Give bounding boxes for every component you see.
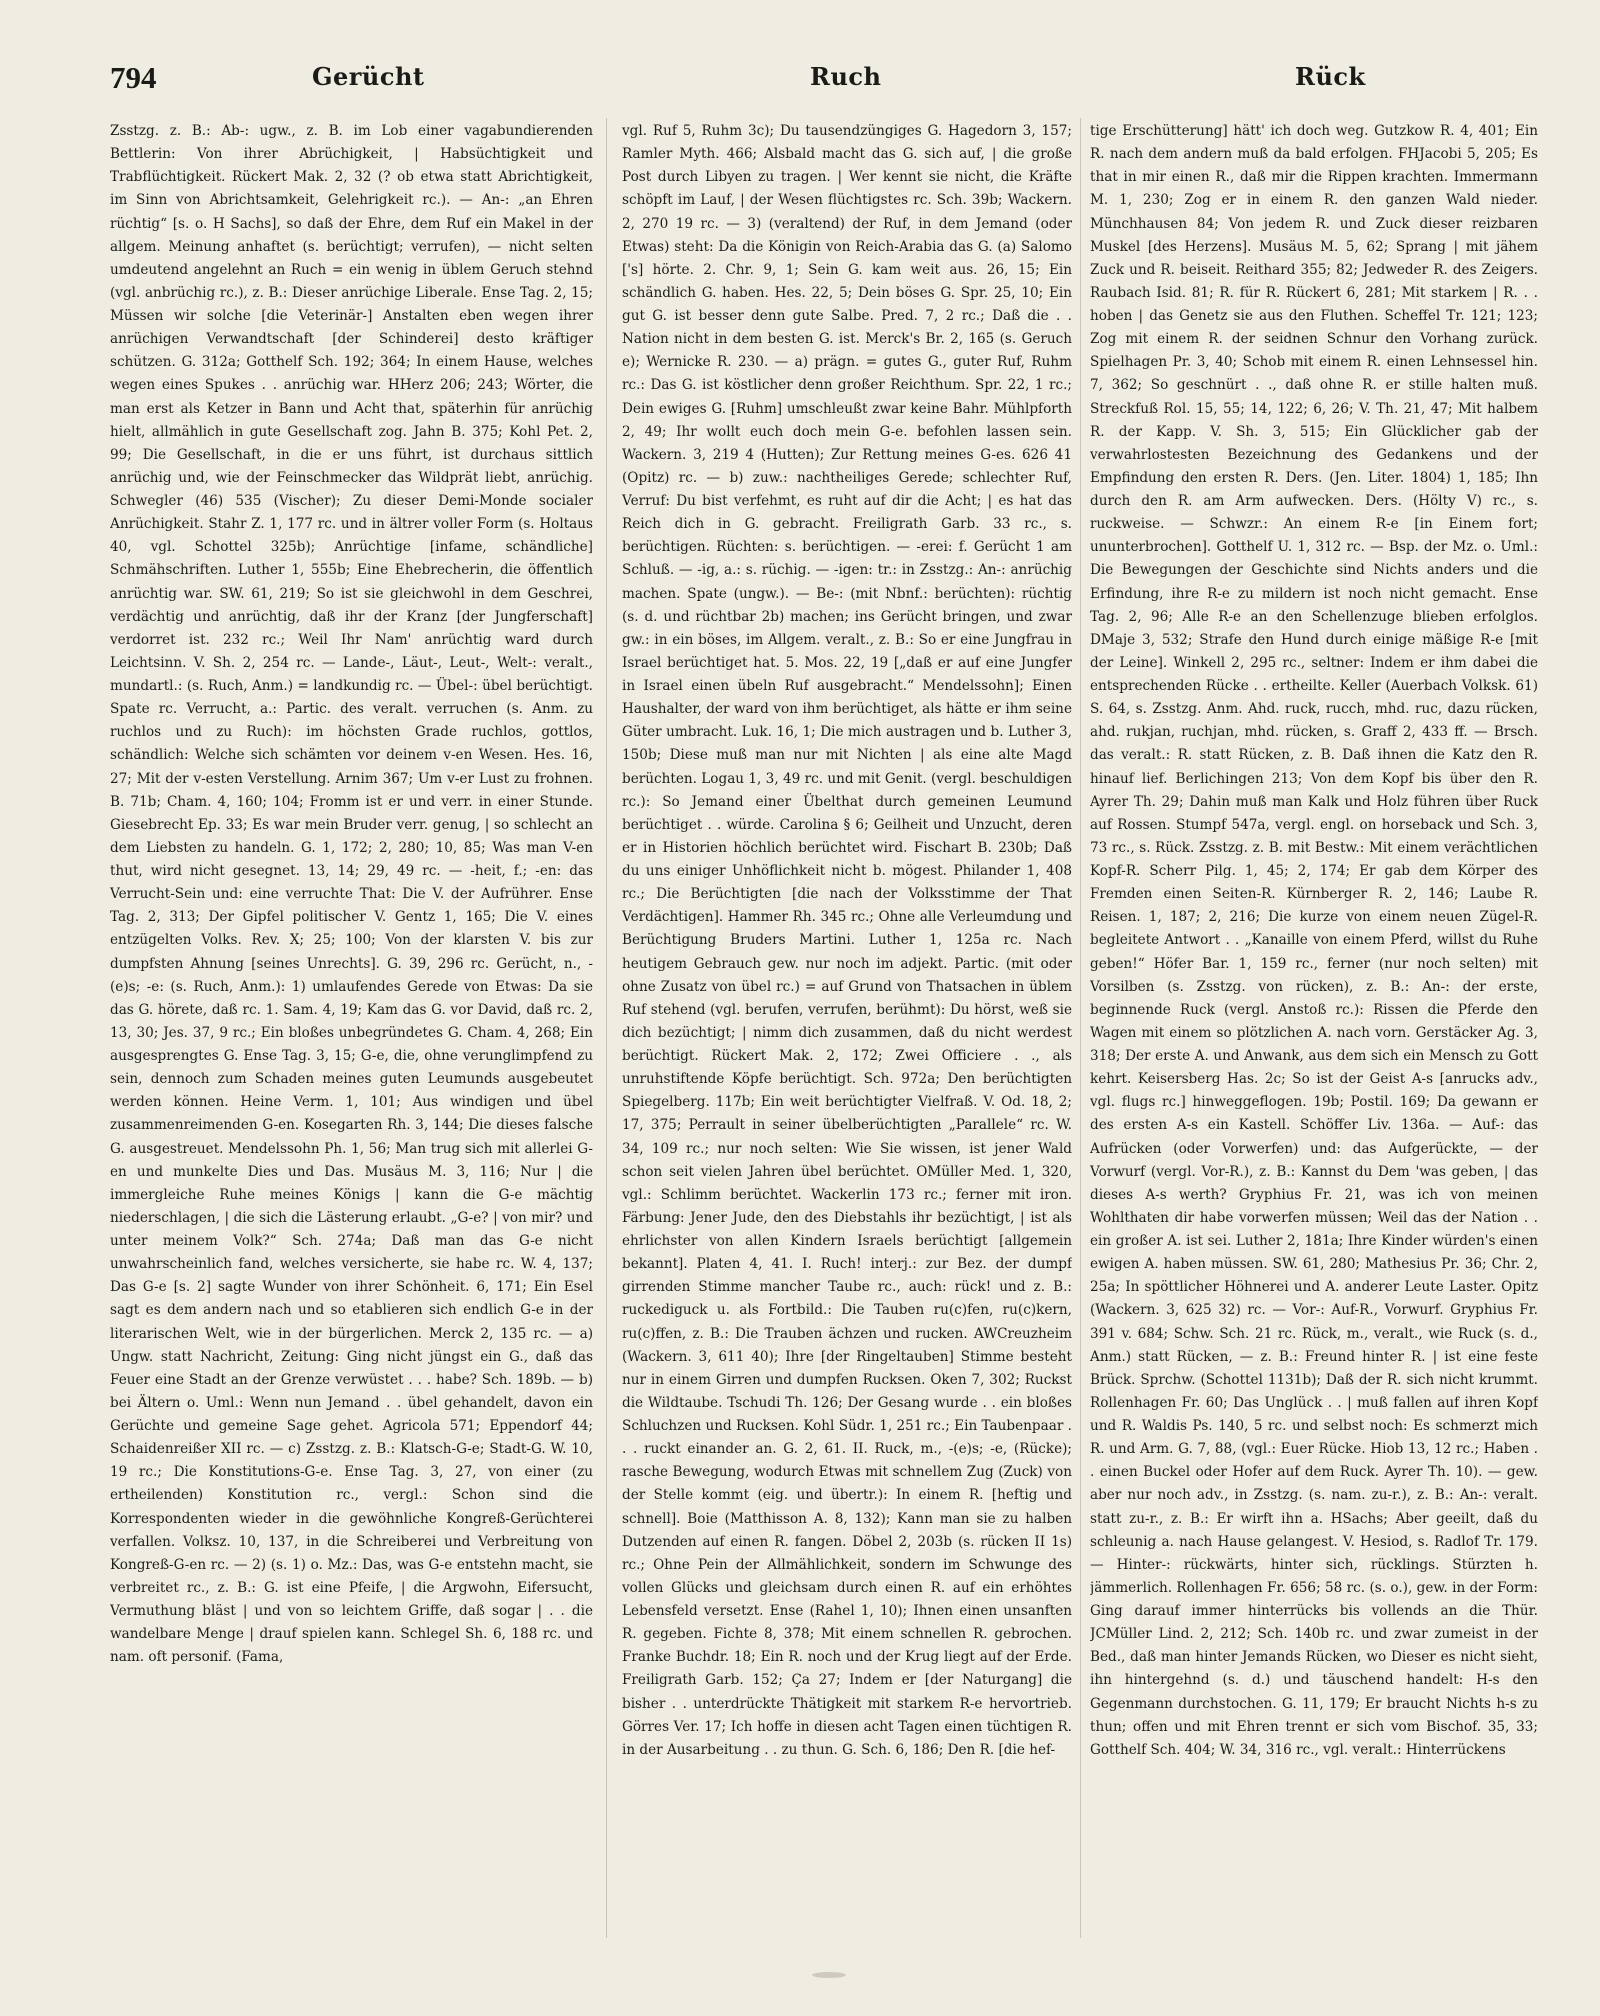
text-column-left [110, 120, 593, 1970]
paper-smudge [812, 1972, 846, 1978]
column-divider-right [1080, 118, 1081, 1938]
text-column-right [1090, 120, 1538, 1970]
right-running-headword: Rück [1295, 62, 1366, 91]
left-running-headword: Gerücht [312, 62, 425, 91]
center-running-headword: Ruch [810, 62, 882, 91]
column-text: Zsstzg. z. B.: Ab-: ugw., z. B. im Lob einer vagabundierenden Bettlerin: Von ihrer Abrüchigkeit, | Habsüchtigkeit und Trabflüchtigkeit. Rückert Mak. 2, 32 (? ob etwa statt Abrichtigkeit, im Sinn von Abrichtsamkeit, Gelehrigkeit rc.). — An-: „an Ehren rüchtig“ [s. o. H Sachs], so daß der Ehre, dem Ruf ein Makel in der allgem. Meinung anhaftet (s. berüchtigt; verrufen), — nicht selten umdeutend angelehnt an Ruch = ein wenig in üblem Geruch stehnd (vgl. anbrüchig rc.), z. B.: Dieser anrüchige Liberale. Ense Tag. 2, 15; Müssen wir solche [die Veterinär-] Anstalten eben wegen ihrer anrüchigen Verwandtschaft [der Schinderei] desto kräftiger schützen. G. 312a; Gotthelf Sch. 192; 364; In einem Hause, welches wegen eines Spukes . . anrüchig war. HHerz 206; 243; Wörter, die man erst als Ketzer in Bann und Acht that, späterhin für anrüchig hielt, allmählich in gute Gesellschaft zog. Jahn B. 375; Kohl Pet. 2, 99; Die Gesellschaft, in die er uns führt, ist durchaus sittlich anrüchig und, wie der Feinschmecker das Wildprät liebt, anrüchig. Schwegler (46) 535 (Vischer); Zu dieser Demi-Monde socialer Anrüchigkeit. Stahr Z. 1, 177 rc. und in ältrer voller Form (s. Holtaus 40, vgl. Schottel 325b); Anrüchtige [infame, schändliche] Schmähschriften. Luther 1, 555b; Eine Ehebrecherin, die öffentlich anrüchtig war. SW. 61, 219; So ist sie gleichwohl in dem Geschrei, verdächtig und anrüchtig, daß ihr der Kranz [der Jungferschaft] verdorret ist. 232 rc.; Weil Ihr Nam' anrüchtig ward durch Leichtsinn. V. Sh. 2, 254 rc. — Lande-, Läut-, Leut-, Welt-: veralt., mundartl.: (s. Ruch, Anm.) = landkundig rc. — Übel-: übel berüchtigt. Spate rc. Verrucht, a.: Partic. des veralt. verruchen (s. Anm. zu ruchlos und zu Ruch): im höchsten Grade ruchlos, gottlos, schändlich: Welche sich schämten vor deinem v-en Wesen. Hes. 16, 27; Mit der v-esten Verstellung. Arnim 367; Um v-er Lust zu frohnen. B. 71b; Cham. 4, 160; 104; Fromm ist er und verr. in einer Stunde. Giesebrecht Ep. 33; Es war mein Bruder verr. genug, | so schlecht an dem Liebsten zu handeln. G. 1, 172; 2, 280; 10, 85; Was man V-en thut, wird nicht gesegnet. 13, 14; 29, 49 rc. — -heit, f.; -en: das Verrucht-Sein und: eine verruchte That: Die V. der Aufrührer. Ense Tag. 2, 313; Der Gipfel politischer V. Gentz 1, 165; Die V. eines entzügelten Volks. Rev. X; 25; 100; Von der klarsten V. bis zur dumpfsten Ahnung [seines Unrechts]. G. 39, 296 rc. Gerücht, n., -(e)s; -e: (s. Ruch, Anm.): 1) umlaufendes Gerede von Etwas: Da sie das G. hörete, daß rc. 1. Sam. 4, 19; Kam das G. vor David, daß rc. 2, 13, 30; Jes. 37, 9 rc.; Ein bloßes unbegründetes G. Cham. 4, 268; Ein ausgesprengtes G. Ense Tag. 3, 15; G-e, die, ohne verunglimpfend zu sein, dennoch zum Schaden meines guten Leumunds ausgebeutet werden können. Heine Verm. 1, 101; Aus windigen und übel zusammenreimenden G-en. Kosegarten Rh. 3, 144; Die dieses falsche G. ausgestreuet. Mendelssohn Ph. 1, 56; Man trug sich mit allerlei G-en und munkelte Dies und Das. Musäus M. 3, 116; Nur | die immergleiche Ruhe meines Königs | kann die G-e mächtig niederschlagen, | die sich die Lästerung erlaubt. „G-e? | von mir? und unter meinem Volk?“ Sch. 274a; Daß man das G-e nicht unwahrscheinlich fand, welches versicherte, sie habe rc. W. 4, 137; Das G-e [s. 2] sagte Wunder von ihrer Schönheit. 6, 171; Ein Esel sagt es dem andern nach und so etablieren sich endlich G-e in der literarischen Welt, wie in der bürgerlichen. Merck 2, 135 rc. — a) Ungw. statt Nachricht, Zeitung: Ging nicht jüngst ein G., daß das Feuer eine Stadt an der Grenze verwüstet . . . habe? Sch. 189b. — b) bei Ältern o. Uml.: Wenn nun Jemand . . übel gehandelt, davon ein Gerüchte und gemeine Sage gehet. Agricola 571; Eppendorf 44; Schaidenreißer XII rc. — c) Zsstzg. z. B.: Klatsch-G-e; Stadt-G. W. 10, 19 rc.; Die Konstitutions-G-e. Ense Tag. 3, 27, von einer (zu ertheilenden) Konstitution rc., vergl.: Schon sind die Korrespondenten wieder in die gewöhnliche Kongreß-Gerüchterei verfallen. Volksz. 10, 137, in die Schreiberei und Verbreitung von Kongreß-G-en rc. — 2) (s. 1) o. Mz.: Das, was G-e entstehn macht, sie verbreitet rc., z. B.: G. ist eine Pfeife, | die Argwohn, Eifersucht, Vermuthung bläst | und von so leichtem Griffe, daß sogar | . . die wandelbare Menge | drauf spielen kann. Schlegel Sh. 6, 188 rc. und nam. oft personif. (Fama, [110, 123, 593, 1666]
page-number: 794 [110, 60, 157, 95]
column-divider-left [606, 118, 607, 1938]
page-header [110, 60, 1530, 104]
text-column-middle [622, 120, 1072, 1970]
column-text: tige Erschütterung] hätt' ich doch weg. Gutzkow R. 4, 401; Ein R. nach dem andern muß da bald erfolgen. FHJacobi 5, 205; Es that in mir einen R., daß mir die Rippen krachten. Immermann M. 1, 230; Zog er in einem R. den ganzen Wald nieder. Münchhausen 84; Von jedem R. und Zuck dieser reizbaren Muskel [des Herzens]. Musäus M. 5, 62; Sprang | mit jähem Zuck und R. beiseit. Reithard 355; 82; Jedweder R. des Zeigers. Raubach Isid. 81; R. für R. Rückert 6, 281; Mit starkem | R. . . hoben | das Genetz sie aus den Fluthen. Scheffel Tr. 121; 123; Zog mit einem R. der seidnen Schnur den Vorhang zurück. Spielhagen Pr. 3, 40; Schob mit einem R. einen Lehnsessel hin. 7, 362; So geschnürt . ., daß ohne R. er stille halten muß. Streckfuß Rol. 15, 55; 14, 122; 6, 26; V. Th. 21, 47; Mit halbem R. der Kapp. V. Sh. 3, 515; Ein Glücklicher gab der verwahrlostesten Bezeichnung des Gedankens und der Empfindung den ersten R. Ders. (Jen. Liter. 1804) 1, 185; Ihn durch den R. am Arm aufwecken. Ders. (Hölty V) rc., s. ruckweise. — Schwzr.: An einem R-e [in Einem fort; ununterbrochen]. Gotthelf U. 1, 312 rc. — Bsp. der Mz. o. Uml.: Die Bewegungen der Geschichte sind Nichts anders und die Erfindung, ihre R-e zu mildern ist noch nicht gemacht. Ense Tag. 2, 96; Alle R-e an den Schellenzuge blieben erfolglos. DMaje 3, 532; Strafe den Hund durch einige mäßige R-e [mit der Leine]. Winkell 2, 295 rc., seltner: Indem er ihm dabei die entsprechenden Rücke . . ertheilte. Keller (Auerbach Volksk. 61) S. 64, s. Zsstzg. Anm. Ahd. ruck, rucch, mhd. ruc, dazu rücken, ahd. rukjan, ruchjan, mhd. rücken, s. Graff 2, 433 ff. — Brsch. das veralt.: R. statt Rücken, z. B. Daß ihnen die Katz den R. hinauf lief. Berlichingen 213; Von dem Kopf bis über den R. Ayrer Th. 29; Dahin muß man Kalk und Holz führen über Ruck auf Rossen. Stumpf 547a, vergl. engl. on horseback und Sch. 3, 73 rc., s. Rück. Zsstzg. z. B. mit Bestw.: Mit einem verächtlichen Kopf-R. Scherr Pilg. 1, 45; 2, 174; Er gab dem Körper des Fremden einen Seiten-R. Kürnberger R. 2, 146; Laube R. Reisen. 1, 187; 2, 216; Die kurze von einem neuen Zügel-R. begleitete Antwort . . „Kanaille von einem Pferd, willst du Ruhe geben!“ Höfer Bar. 1, 159 rc., ferner (nur noch selten) mit Vorsilben (s. Zsstzg. von rücken), z. B.: An-: der erste, beginnende Ruck (vergl. Anstoß rc.): Rissen die Pferde den Wagen mit einem so plötzlichen A. nach vorn. Gerstäcker Ag. 3, 318; Der erste A. und Anwank, aus dem sich ein Mensch zu Gott kehrt. Keisersberg Has. 2c; So ist der Geist A-s [anrucks adv., vgl. flugs rc.] hinweggeflogen. 19b; Postil. 169; Da gewann er des ersten A-s ein Kastell. Schöffer Liv. 136a. — Auf-: das Aufrücken (oder Vorwerfen) und: das Aufgerückte, — der Vorwurf (vergl. Vor-R.), z. B.: Kannst du Dem 'was geben, | das dieses A-s werth? Gryphius Fr. 21, was ich von meinen Wohlthaten dir habe vorwerfen müssen; Weil das der Nation . . ein großer A. ist sei. Luther 2, 181a; Ihre Kinder würden's einen ewigen A. haben müssen. SW. 61, 280; Mathesius Pr. 36; Chr. 2, 25a; In spöttlicher Höhnerei und A. anderer Leute Laster. Opitz (Wackern. 3, 625 32) rc. — Vor-: Auf-R., Vorwurf. Gryphius Fr. 391 v. 684; Schw. Sch. 21 rc. Rück, m., veralt., wie Ruck (s. d., Anm.) statt Rücken, — z. B.: Freund hinter R. | ist eine feste Brück. Sprchw. (Schottel 1131b); Daß der R. sich nicht krummt. Rollenhagen Fr. 60; Das Unglück . . | muß fallen auf ihren Kopf und R. Waldis Ps. 140, 5 rc. und selbst noch: Es schmerzt mich R. und Arm. G. 7, 88, (vgl.: Euer Rücke. Hiob 13, 12 rc.; Haben . . einen Buckel oder Hofer auf dem Ruck. Ayrer Th. 10). — gew. aber nur noch adv., in Zsstzg. (s. nam. zu-r.), z. B.: An-: veralt. statt zu-r., z. B.: Er wirft ihn a. HSachs; Aber geeilt, daß du schleunig a. nach Hause gelangest. V. Hesiod, s. Radlof Tr. 179. — Hinter-: rückwärts, hinter sich, rücklings. Stürzten h. jämmerlich. Rollenhagen Fr. 656; 58 rc. (s. o.), gew. in der Form: Ging darauf immer hinterrücks bis vollends an die Thür. JCMüller Lind. 2, 212; Sch. 140b rc. und zwar zumeist in der Bed., daß man hinter Jemands Rücken, wo Dieser es nicht sieht, ihn hintergehnd (s. d.) und täuschend handelt: H-s den Gegenmann durchstochen. G. 11, 179; Er braucht Nichts h-s zu thun; offen und mit Ehren trennt er sich vom Bischof. 35, 33; Gotthelf Sch. 404; W. 34, 316 rc., vgl. veralt.: Hinterrückens [1090, 123, 1538, 1758]
column-text: vgl. Ruf 5, Ruhm 3c); Du tausendzüngiges G. Hagedorn 3, 157; Ramler Myth. 466; Alsbald macht das G. sich auf, | die große Post durch Libyen zu tragen. | Wer kennt sie nicht, die Kräfte schöpft im Lauf, | der Wesen flüchtigstes rc. Sch. 39b; Wackern. 2, 270 19 rc. — 3) (veraltend) der Ruf, in dem Jemand (oder Etwas) steht: Da die Königin von Reich-Arabia das G. (a) Salomo ['s] hörte. 2. Chr. 9, 1; Sein G. kam weit aus. 26, 15; Ein schändlich G. haben. Hes. 22, 5; Dein böses G. Spr. 25, 10; Ein gut G. ist besser denn gute Salbe. Pred. 7, 2 rc.; Daß die . . Nation nicht in dem besten G. ist. Merck's Br. 2, 165 (s. Geruch e); Wernicke R. 230. — a) prägn. = gutes G., guter Ruf, Ruhm rc.: Das G. ist köstlicher denn großer Reichthum. Spr. 22, 1 rc.; Dein ewiges G. [Ruhm] umschleußt zwar keine Bahr. Mühlpforth 2, 49; Ihr wollt euch doch mein G-e. befohlen lassen sein. Wackern. 3, 219 4 (Hutten); Zur Rettung meines G-es. 626 41 (Opitz) rc. — b) zuw.: nachtheiliges Gerede; schlechter Ruf, Verruf: Du bist verfehmt, es ruht auf dir die Acht; | es hat das Reich dich in G. gebracht. Freiligrath Garb. 33 rc., s. berüchtigen. Rüchten: s. berüchtigen. — -erei: f. Gerücht 1 am Schluß. — -ig, a.: s. rüchig. — -igen: tr.: in Zsstzg.: An-: anrüchig machen. Spate (ungw.). — Be-: (mit Nbnf.: berüchten): rüchtig (s. d. und rüchtbar 2b) machen; ins Gerücht bringen, und zwar gw.: in ein böses, im Allgem. veralt., z. B.: So er eine Jungfrau in Israel berüchtiget hat. 5. Mos. 22, 19 [„daß er auf eine Jungfer in Israel einen übeln Ruf ausgebracht.“ Mendelssohn]; Einen Haushalter, der ward von ihm berüchtiget, als hätte er ihm seine Güter umbracht. Luk. 16, 1; Die mich austragen und b. Luther 3, 150b; Diese muß man nur mit Nichten | als eine alte Magd berüchten. Logau 1, 3, 49 rc. und mit Genit. (vergl. beschuldigen rc.): So Jemand einer Übelthat durch gemeinen Leumund berüchtiget . . würde. Carolina § 6; Geilheit und Unzucht, deren er in Historien höchlich berüchtet wird. Fischart B. 230b; Daß du uns einiger Unhöflichkeit nicht b. mögest. Philander 1, 408 rc.; Die Berüchtigten [die nach der Volksstimme der That Verdächtigen]. Hammer Rh. 345 rc.; Ohne alle Verleumdung und Berüchtigung Bruders Martini. Luther 1, 125a rc. Nach heutigem Gebrauch gew. nur noch im adjekt. Partic. (mit oder ohne Zusatz von übel rc.) = auf Grund von Thatsachen in üblem Ruf stehend (vgl. berufen, verrufen, berühmt): Du hörst, weß sie dich bezüchtigt; | nimm dich zusammen, daß du nicht werdest berüchtigt. Rückert Mak. 2, 172; Zwei Officiere . ., als unruhstiftende Köpfe berüchtigt. Sch. 972a; Den berüchtigten Spiegelberg. 117b; Ein weit berüchtigter Vielfraß. V. Od. 18, 2; 17, 375; Perrault in seiner übelberüchtigten „Parallele“ rc. W. 34, 109 rc.; nur noch selten: Wie Sie wissen, ist jener Wald schon seit vielen Jahren übel berüchtet. OMüller Med. 1, 320, vgl.: Schlimm berüchtet. Wackerlin 173 rc.; ferner mit iron. Färbung: Jener Jude, den des Diebstahls ihr bezüchtigt, | ist als ehrlichster von allen Kindern Israels berüchtigt [allgemein bekannt]. Platen 4, 41. I. Ruch! interj.: zur Bez. der dumpf girrenden Stimme mancher Taube rc., auch: rück! und z. B.: ruckediguck u. als Fortbild.: Die Tauben ru(c)fen, ru(c)kern, ru(c)ffen, z. B.: Die Trauben ächzen und rucken. AWCreuzheim (Wackern. 3, 611 40); Ihre [der Ringeltauben] Stimme besteht nur in einem Girren und dumpfen Rucksen. Oken 7, 302; Ruckst die Wildtaube. Tschudi Th. 126; Der Gesang wurde . . ein bloßes Schluchzen und Rucksen. Kohl Südr. 1, 251 rc.; Ein Taubenpaar . . . ruckt einander an. G. 2, 61. II. Ruck, m., -(e)s; -e, (Rücke); rasche Bewegung, wodurch Etwas mit schnellem Zug (Zuck) von der Stelle kommt (eig. und übertr.): In einem R. [heftig und schnell]. Boie (Matthisson A. 8, 132); Kann man sie zu halben Dutzenden auf einen R. fangen. Döbel 2, 203b (s. rücken II 1s) rc.; Ohne Pein der Allmählichkeit, sondern im Schwunge des vollen Glücks und gleichsam durch einen R. auf ein erhöhtes Lebensfeld versetzt. Ense (Rahel 1, 10); Ihnen einen unsanften R. gegeben. Fichte 8, 378; Mit einem schnellen R. gebrochen. Franke Buchdr. 18; Ein R. noch und der Krug liegt auf der Erde. Freiligrath Garb. 152; Ça 27; Indem er [der Naturgang] die bisher . . unterdrückte Thätigkeit mit starkem R-e hervortrieb. Görres Ver. 17; Ich hoffe in diesen acht Tagen einen tüchtigen R. in der Ausarbeitung . . zu thun. G. Sch. 6, 186; Den R. [die hef- [622, 123, 1072, 1758]
